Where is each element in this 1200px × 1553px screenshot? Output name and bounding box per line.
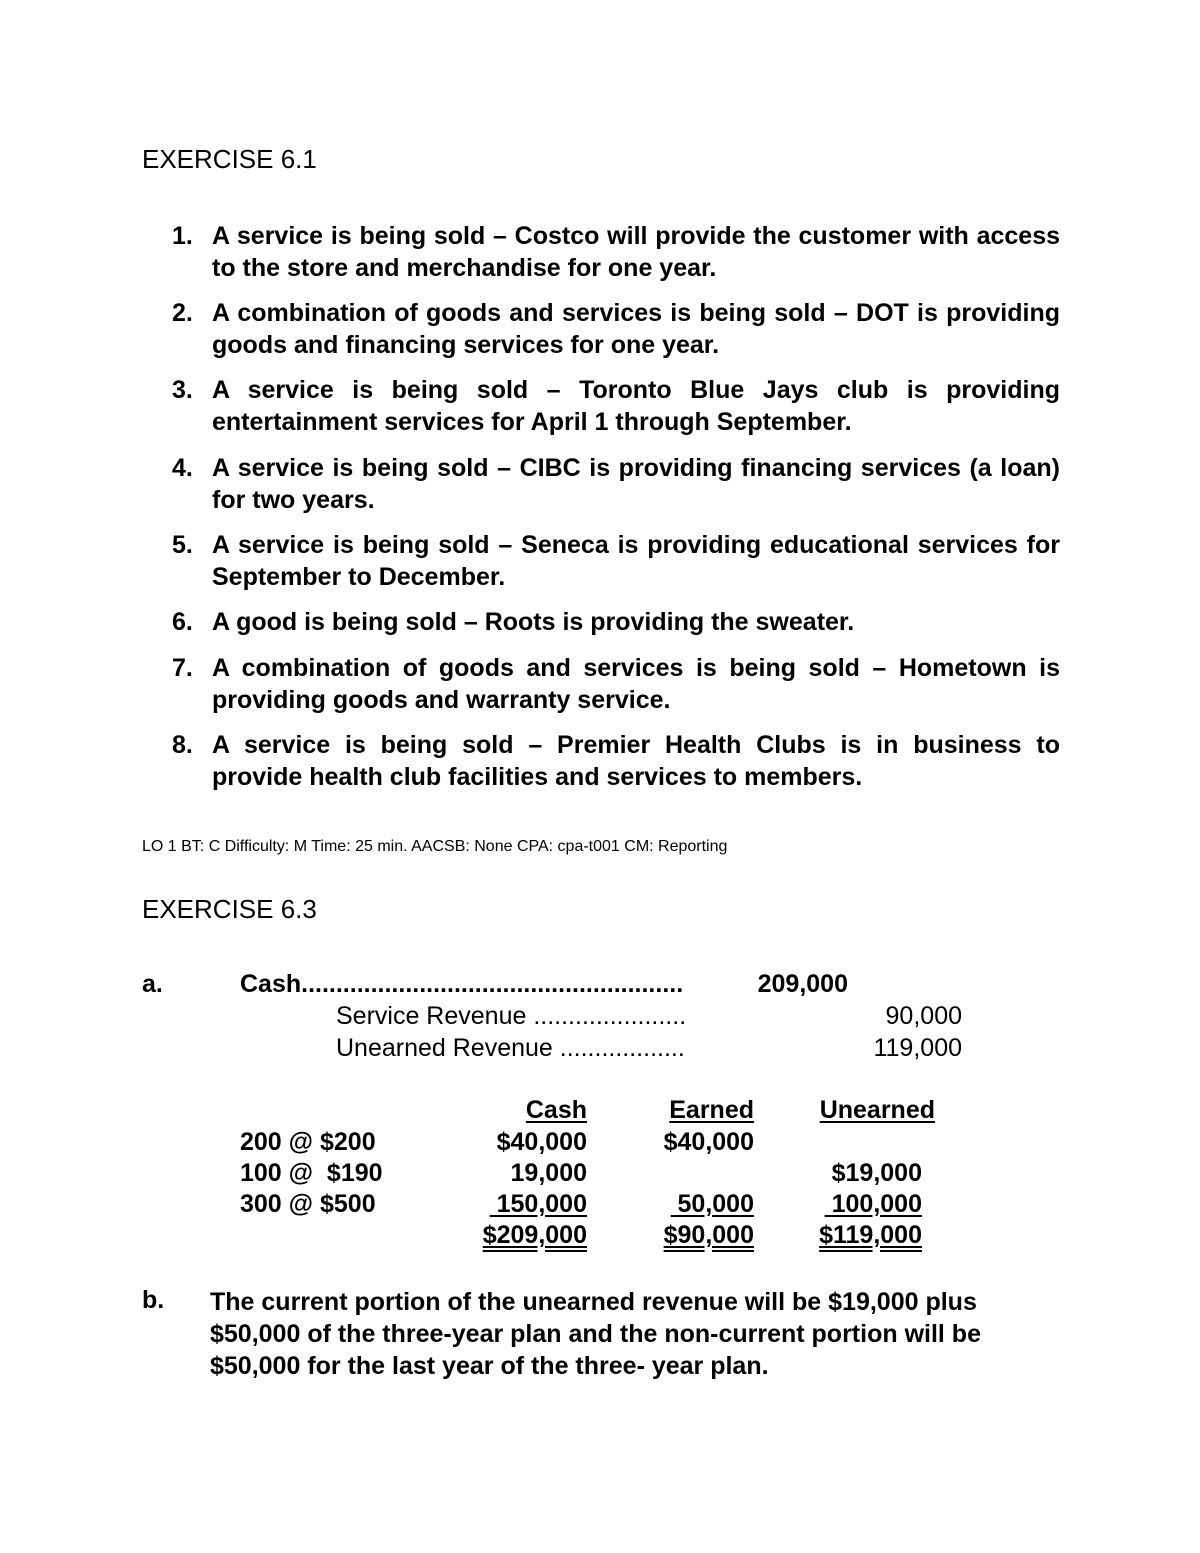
table-header-cash: Cash [525,1096,587,1124]
item-number: 4. [172,454,193,482]
table-cell-unearned: 100,000 [824,1190,922,1218]
journal-credit-unearned-revenue: 119,000 [873,1034,962,1062]
table-cell-earned: $40,000 [663,1128,754,1156]
table-total-earned: $90,000 [663,1221,754,1249]
part-a-label: a. [142,970,163,998]
metadata-line: LO 1 BT: C Difficulty: M Time: 25 min. AACSB: None CPA: cpa-t001 CM: Reporting [142,838,728,855]
table-total-unearned: $119,000 [819,1221,922,1249]
item-number: 1. [172,222,193,250]
table-row-label: 300 @ $500 [240,1190,376,1218]
item-text: A service is being sold – Costco will provide the customer with access to the store and merchandise for one year. [212,222,1060,282]
journal-account-unearned-revenue: Unearned Revenue .................. [336,1034,685,1062]
table-header-earned: Earned [669,1096,754,1124]
item-number: 6. [172,608,193,636]
item-text: A combination of goods and services is being sold – DOT is providing goods and financing services for one year. [212,299,1060,359]
exercise-6-1-heading: EXERCISE 6.1 [142,144,317,174]
journal-account-service-revenue: Service Revenue ...................... [336,1002,687,1030]
table-cell-cash: 19,000 [510,1159,587,1187]
table-row-label: 200 @ $200 [240,1128,376,1156]
item-text: A service is being sold – Toronto Blue Jays club is providing entertainment services for April 1 through September. [212,376,1060,436]
item-number: 3. [172,376,193,404]
part-b-text: The current portion of the unearned revenue will be $19,000 plus $50,000 of the three-year plan and the non-current portion will be $50,000 for the last year of the three- year plan. [210,1288,981,1380]
item-text: A service is being sold – CIBC is providing financing services (a loan) for two years. [212,454,1060,514]
table-cell-cash: 150,000 [489,1190,587,1218]
item-text: A good is being sold – Roots is providing the sweater. [212,608,855,636]
item-number: 5. [172,531,193,559]
table-total-cash: $209,000 [482,1221,587,1249]
item-number: 7. [172,654,193,682]
table-cell-earned: 50,000 [670,1190,754,1218]
table-cell-unearned: $19,000 [831,1159,922,1187]
journal-debit-cash: 209,000 [757,970,848,998]
item-number: 2. [172,299,193,327]
journal-account-cash: Cash....................................................... [240,970,684,998]
journal-credit-service-revenue: 90,000 [885,1002,962,1030]
table-cell-cash: $40,000 [496,1128,587,1156]
table-row-label: 100 @ $190 [240,1159,383,1187]
item-text: A combination of goods and services is being sold – Hometown is providing goods and warranty service. [212,654,1060,714]
item-number: 8. [172,731,193,759]
exercise-6-3-heading: EXERCISE 6.3 [142,894,317,924]
item-text: A service is being sold – Premier Health Clubs is in business to provide health club facilities and services to members. [212,731,1060,791]
item-text: A service is being sold – Seneca is providing educational services for September to December. [212,531,1060,591]
part-b-label: b. [142,1286,165,1314]
table-header-unearned: Unearned [819,1096,935,1124]
